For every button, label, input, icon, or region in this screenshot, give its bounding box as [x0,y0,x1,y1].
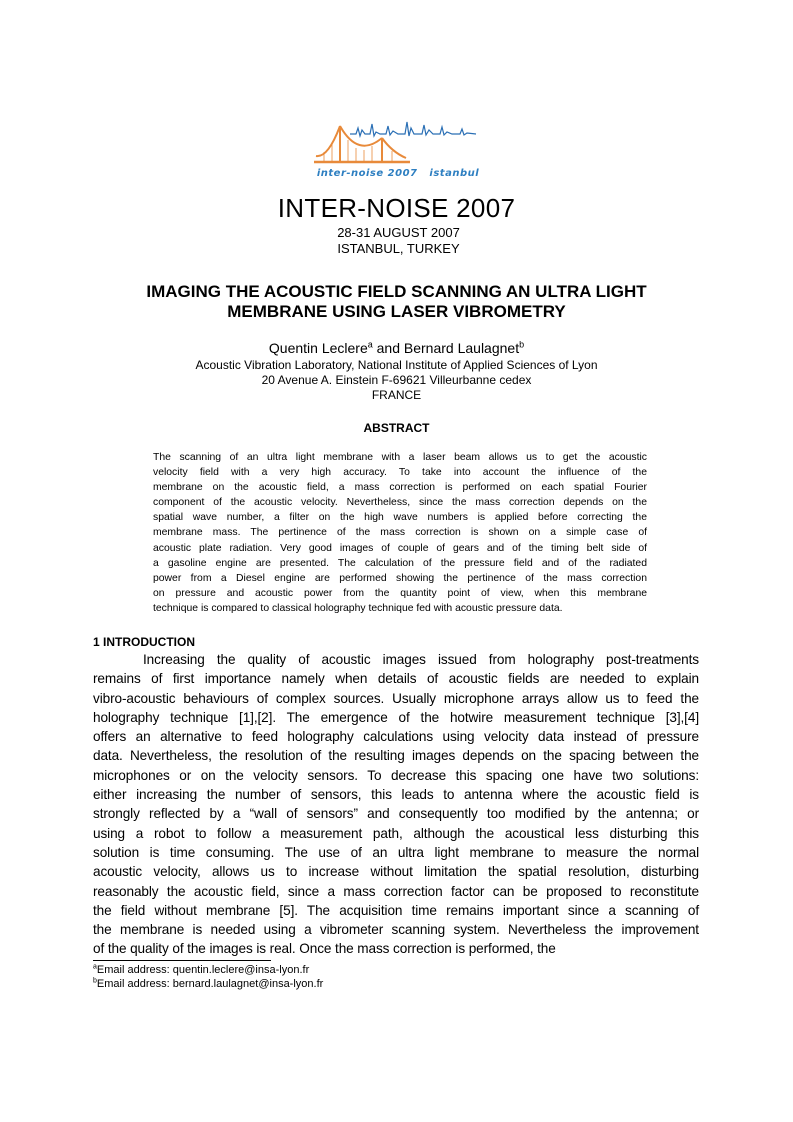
footnote-text: Email address: quentin.leclere@insa-lyon.fr [96,964,310,976]
abstract-line: acoustic plate radiation. Very good images of couple of gears and of the timing belt side of [153,542,647,554]
abstract-line: membrane on the acoustic field, a mass correction is performed on each spatial Fourier [153,482,647,494]
body-line: either increasing the number of sensors, this leads to antenna where the acoustic field is [93,787,699,803]
logo-caption: inter-noise 2007 istanbul [316,168,480,179]
body-line: solution is time consuming. The use of an ultra light membrane to measure the normal [93,844,699,860]
conference-date: 28-31 AUGUST 2007 [337,225,460,240]
author-separator: and [372,340,404,356]
footnote-mark: b [93,977,97,985]
footnote-divider [93,960,271,961]
body-line: the membrane is needed using a vibrometer scanning system. Nevertheless the improvement [93,922,699,938]
abstract-line: on pressure and acoustic power from the quantity point of view, when this membrane [153,587,647,599]
paper-title [90,282,703,322]
introduction-body [93,650,699,959]
body-line: the field without membrane [5]. The acquisition time remains important since a scanning of [93,902,699,918]
abstract-line: spatial wave number, a filter on the high wave numbers is applied before correcting the [153,512,647,524]
footnote-b [93,977,323,991]
body-line: data. Nevertheless, the resolution of the resulting images depends on the spacing between the [93,748,699,764]
abstract-line: power from a Diesel engine are performed showing the pertinence of the mass correction [153,572,647,584]
author-name: Bernard Laulagnet [403,340,520,356]
body-line: holography technique [1],[2]. The emergence of the hotwire measurement technique [3],[4] [93,709,699,725]
footnote-text: Email address: bernard.laulagnet@insa-lyon.fr [96,978,324,990]
abstract-heading: ABSTRACT [363,421,430,435]
paper-title-line: MEMBRANE USING LASER VIBROMETRY [227,302,566,321]
body-line: vibro-acoustic behaviours of complex sources. Usually microphone arrays allow us to feed the [93,690,699,706]
abstract-body [153,450,647,616]
abstract-line: membrane mass. The pertinence of the mass correction is shown on a simple case of [153,527,647,539]
body-line: using a robot to follow a measurement path, although the acoustical less disturbing this [93,825,699,841]
body-line: remains of first importance namely when details of acoustic fields are needed to explain [93,671,699,687]
conference-place: ISTANBUL, TURKEY [337,241,460,256]
conference-title: INTER-NOISE 2007 [277,193,516,223]
affiliation-line: FRANCE [371,388,422,402]
body-line: microphones or on the velocity sensors. To decrease this spacing one have two solutions: [93,767,699,783]
footnote-a [93,963,309,977]
abstract-line: The scanning of an ultra light membrane with a laser beam allows us to get the acoustic [153,452,647,463]
footnote-mark: a [93,963,97,971]
abstract-line: a gasoline engine are presented. The calculation of the pressure field and of the radiated [153,557,647,569]
abstract-line: velocity field with a very high accuracy. To take into account the influence of the [153,467,647,479]
paper-title-line: IMAGING THE ACOUSTIC FIELD SCANNING AN ULTRA LIGHT [146,282,647,301]
body-line: Increasing the quality of acoustic images issued from holography post-treatments [143,652,699,667]
author-list [0,339,793,357]
affiliation-line: 20 Avenue A. Einstein F-69621 Villeurbanne cedex [261,373,532,387]
abstract-line: technique is compared to classical holography technique fed with acoustic pressure data. [153,602,563,614]
body-line: offers an alternative to feed holography calculations using velocity data instead of pressure [93,729,699,745]
abstract-line: component of the acoustic velocity. Nevertheless, since the mass correction depends on the [153,497,647,509]
body-line: reasonably the acoustic field, since a mass correction factor can be proposed to reconstitute [93,883,699,899]
body-line: acoustic velocity, allows us to increase without limitation the spatial resolution, disturbing [93,864,699,880]
affiliation [0,358,793,403]
affiliation-line: Acoustic Vibration Laboratory, National Institute of Applied Sciences of Lyon [195,358,598,372]
author-name: Quentin Leclere [268,340,368,356]
sound-wave-graphic [350,122,476,136]
footnote-mark: a [367,339,373,350]
body-line: strongly reflected by a “wall of sensors” and consequently too modified by the antenna; or [93,806,699,822]
section-heading-introduction: 1 INTRODUCTION [93,635,195,649]
body-line: of the quality of the images is real. Once the mass correction is performed, the [93,941,556,957]
footnote-mark: b [519,339,525,350]
